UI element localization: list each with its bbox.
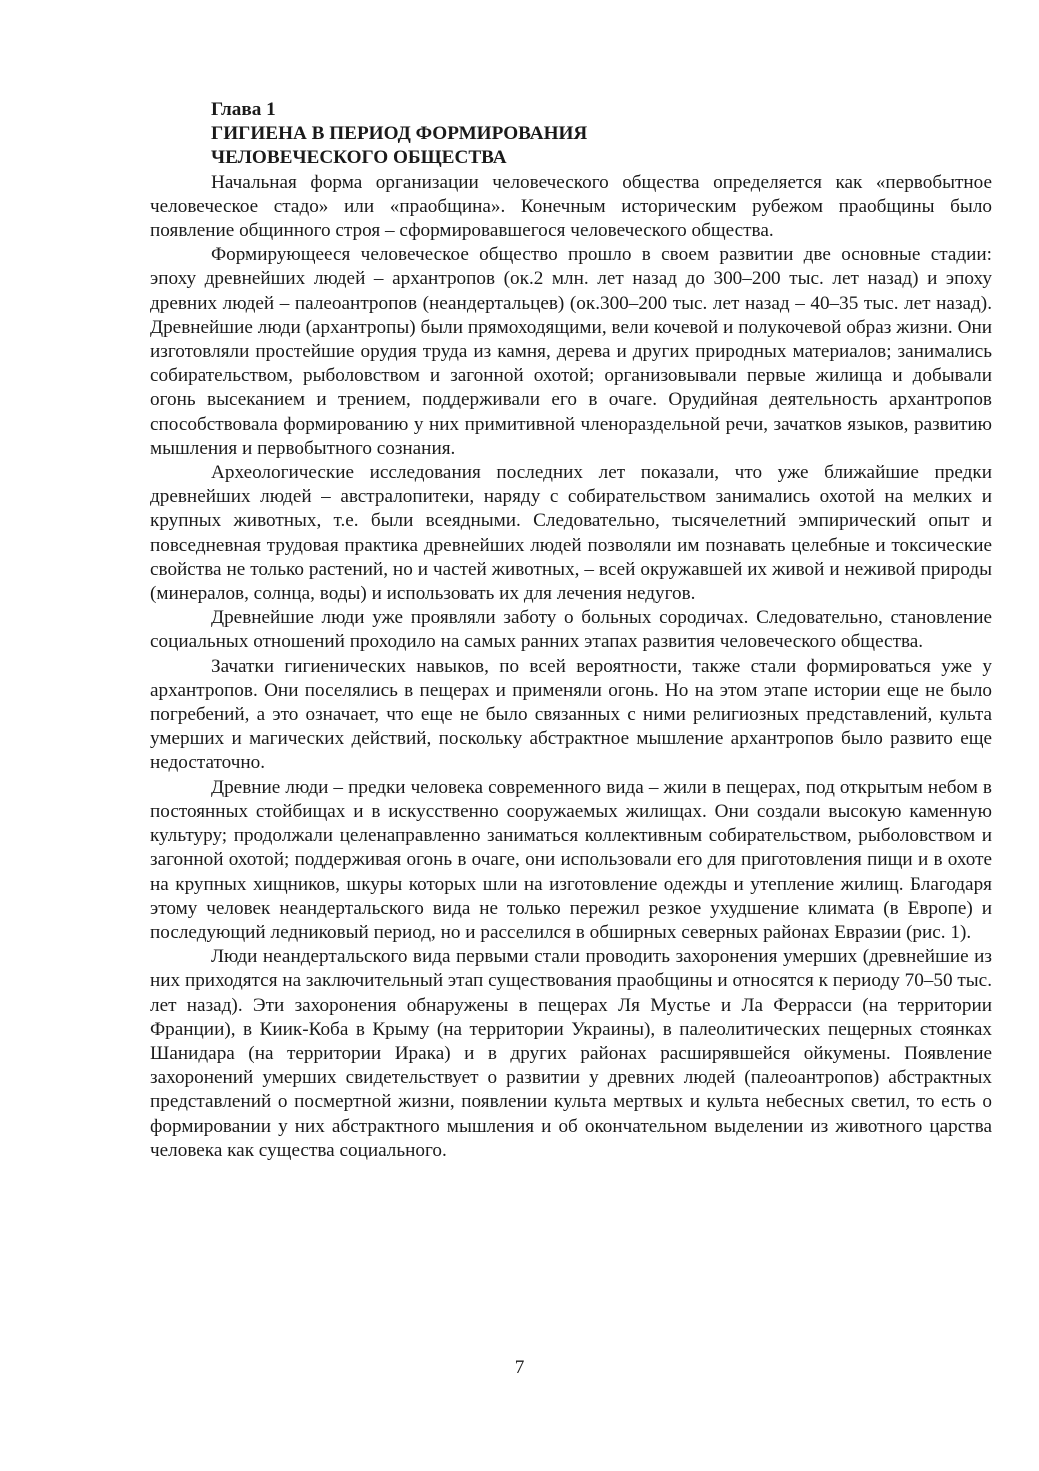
page-body xyxy=(150,98,992,1163)
paragraph-2: Формирующееся человеческое общество прошло в своем развитии две основные стадии: эпоху древнейших людей – архантропов (ок.2 млн. лет назад до 300–200 тыс. лет назад) и эпоху древних людей – палеоантропов (неандертальцев) (ок.300–200 тыс. лет назад – 40–35 тыс. лет назад). Древнейшие люди (архантропы) были прямоходящими, вели кочевой и полукочевой образ жизни. Они изготовляли простейшие орудия труда из камня, дерева и других природных материалов; занимались собирательством, рыболовством и загонной охотой; организовывали первые жилища и добывали огонь высеканием и трением, поддерживали его в очаге. Орудийная деятельность архантропов способствовала формированию у них примитивной членораздельной речи, зачатков языков, развитию мышления и первобытного сознания. xyxy=(150,244,992,459)
paragraph-1: Начальная форма организации человеческого общества определяется как «первобытное человеческое стадо» или «праобщина». Конечным историческим рубежом праобщины было появление общинного строя – сформировавшегося человеческого общества. xyxy=(150,171,992,242)
paragraph-3: Археологические исследования последних лет показали, что уже ближайшие предки древнейших людей – австралопитеки, наряду с собирательством занимались охотой на мелких и крупных животных, т.е. были всеядными. Следовательно, тысячелетний эмпирический опыт и повседневная трудовая практика древнейших людей позволяли им познавать целебные и токсические свойства не только растений, но и частей животных, – всей окружавшей их живой и неживой природы (минералов, солнца, воды) и использовать их для лечения недугов. xyxy=(150,462,992,605)
chapter-heading xyxy=(150,98,992,171)
paragraph-6: Древние люди – предки человека современного вида – жили в пещерах, под открытым небом в постоянных стойбищах и в искусственно сооружаемых жилищах. Они создали высокую каменную культуру; продолжали целенаправленно заниматься коллективным собирательством, рыболовством и загонной охотой; поддерживая огонь в очаге, они использовали его для приготовления пищи и в охоте на крупных хищников, шкуры которых шли на изготовление одежды и утепление жилищ. Благодаря этому человек неандертальского вида не только пережил резкое ухудшение климата (в Европе) и последующий ледниковый период, но и расселился в обширных северных районах Евразии (рис. 1). xyxy=(150,776,992,943)
chapter-title-line-2: ЧЕЛОВЕЧЕСКОГО ОБЩЕСТВА xyxy=(211,147,507,169)
paragraph-5: Зачатки гигиенических навыков, по всей вероятности, также стали формироваться уже у архантропов. Они поселялись в пещерах и применяли огонь. Но на этом этапе истории еще не было погребений, а это означает, что еще не было связанных с ними религиозных представлений, культа умерших и магических действий, поскольку абстрактное мышление архантропов было развито еще недостаточно. xyxy=(150,655,992,774)
page-number: 7 xyxy=(514,1357,525,1378)
chapter-title-line-1: ГИГИЕНА В ПЕРИОД ФОРМИРОВАНИЯ xyxy=(211,123,588,145)
chapter-label: Глава 1 xyxy=(211,99,276,120)
paragraph-4: Древнейшие люди уже проявляли заботу о больных сородичах. Следовательно, становление социальных отношений проходило на самых ранних этапах развития человеческого общества. xyxy=(150,607,992,653)
paragraph-7: Люди неандертальского вида первыми стали проводить захоронения умерших (древнейшие из них приходятся на заключительный этап существования праобщины и относятся к периоду 70–50 тыс. лет назад). Эти захоронения обнаружены в пещерах Ля Мустье и Ла Феррасси (на территории Франции), в Киик-Коба в Крыму (на территории Украины), в палеолитических пещерных стоянках Шанидара (на территории Ирака) и в других районах расширявшейся ойкумены. Появление захоронений умерших свидетельствует о развитии у древних людей (палеоантропов) абстрактных представлений о посмертной жизни, появлении культа мертвых и культа небесных светил, то есть о формировании у них абстрактного мышления и об окончательном выделении из животного царства человека как существа социального. xyxy=(150,946,992,1161)
